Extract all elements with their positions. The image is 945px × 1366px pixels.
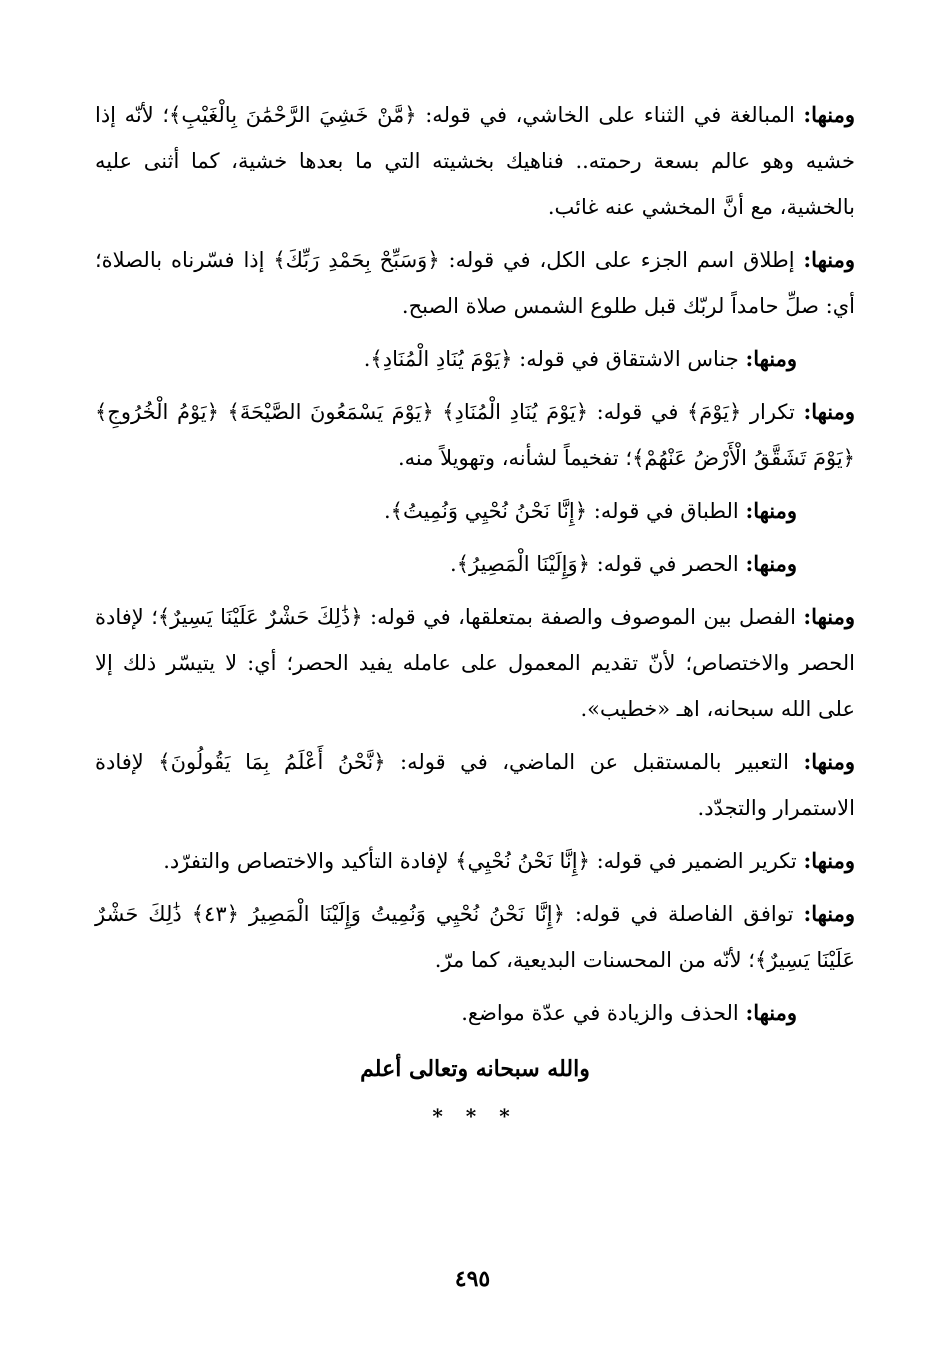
paragraph-4 [95, 389, 855, 481]
paragraph-text: إطلاق اسم الجزء على الكل، في قوله: ﴿وَسَبِّحْ بِحَمْدِ رَبِّكَ﴾ إذا فسّرناه بالصلاة؛ أي: صلِّ حامداً لربّك قبل طلوع الشمس صلاة الصبح. [95, 248, 855, 318]
paragraph-1 [95, 92, 855, 230]
paragraph-9 [95, 838, 855, 884]
paragraph-text: تكرار ﴿يَوْمَ﴾ في قوله: ﴿يَوْمَ يُنَادِ الْمُنَادِ﴾ ﴿يَوْمَ يَسْمَعُونَ الصَّيْحَةَ﴾ ﴿يَوْمُ الْخُرُوجِ﴾ ﴿يَوْمَ تَشَقَّقُ الْأَرْضُ عَنْهُمْ﴾؛ تفخيماً لشأنه، وتهويلاً منه. [95, 400, 855, 470]
paragraph-2 [95, 237, 855, 329]
paragraph-lead: ومنها: [803, 848, 855, 873]
paragraph-lead: ومنها: [803, 604, 855, 629]
paragraph-text: جناس الاشتقاق في قوله: ﴿يَوْمَ يُنَادِ الْمُنَادِ﴾. [363, 347, 739, 371]
paragraph-lead: ومنها: [803, 901, 855, 926]
paragraph-text: المبالغة في الثناء على الخاشي، في قوله: ﴿مَّنْ خَشِيَ الرَّحْمَٰنَ بِالْغَيْبِ﴾؛ لأنّه إذا خشيه وهو عالم بسعة رحمته.. فناهيك بخشيته التي ما بعدها خشية، كما أثنى عليه بالخشية، مع أنَّ المخشي عنه غائب. [95, 103, 855, 219]
paragraph-lead: ومنها: [745, 346, 797, 371]
paragraph-text: الطباق في قوله: ﴿إِنَّا نَحْنُ نُحْيِي وَنُمِيتُ﴾. [383, 499, 739, 523]
paragraph-11 [95, 990, 855, 1036]
paragraph-lead: ومنها: [803, 399, 855, 424]
page-number: ٤٩٥ [454, 1266, 491, 1292]
paragraph-text: الحصر في قوله: ﴿وَإِلَيْنَا الْمَصِيرُ﴾. [450, 552, 739, 576]
paragraph-lead: ومنها: [745, 1000, 797, 1025]
paragraph-text: الحذف والزيادة في عدّة مواضع. [461, 1001, 739, 1025]
section-separator: * * * [432, 1104, 518, 1128]
paragraph-10 [95, 891, 855, 983]
paragraph-7 [95, 594, 855, 732]
paragraph-lead: ومنها: [745, 551, 797, 576]
paragraph-text: التعبير بالمستقبل عن الماضي، في قوله: ﴿نَّحْنُ أَعْلَمُ بِمَا يَقُولُونَ﴾ لإفادة الاستمرار والتجدّد. [95, 750, 855, 820]
paragraph-8 [95, 739, 855, 831]
paragraph-lead: ومنها: [803, 102, 855, 127]
paragraph-3 [95, 336, 855, 382]
page-body [95, 92, 855, 1128]
paragraph-lead: ومنها: [745, 498, 797, 523]
paragraph-text: الفصل بين الموصوف والصفة بمتعلقها، في قوله: ﴿ذَٰلِكَ حَشْرٌ عَلَيْنَا يَسِيرٌ﴾؛ لإفادة الحصر والاختصاص؛ لأنّ تقديم المعمول على عامله يفيد الحصر؛ أي: لا يتيسّر ذلك إلا على الله سبحانه، اهـ «خطيب». [95, 605, 855, 721]
closing-line: والله سبحانه وتعالى أعلم [360, 1056, 590, 1082]
paragraph-lead: ومنها: [803, 749, 855, 774]
paragraph-lead: ومنها: [803, 247, 855, 272]
paragraph-6 [95, 541, 855, 587]
paragraph-5 [95, 488, 855, 534]
paragraph-text: توافق الفاصلة في قوله: ﴿إِنَّا نَحْنُ نُحْيِي وَنُمِيتُ وَإِلَيْنَا الْمَصِيرُ ﴿٤٣﴾ ذَٰلِكَ حَشْرٌ عَلَيْنَا يَسِيرٌ﴾؛ لأنّه من المحسنات البديعية، كما مرّ. [95, 902, 855, 972]
paragraph-text: تكرير الضمير في قوله: ﴿إِنَّا نَحْنُ نُحْيِي﴾ لإفادة التأكيد والاختصاص والتفرّد. [163, 849, 797, 873]
